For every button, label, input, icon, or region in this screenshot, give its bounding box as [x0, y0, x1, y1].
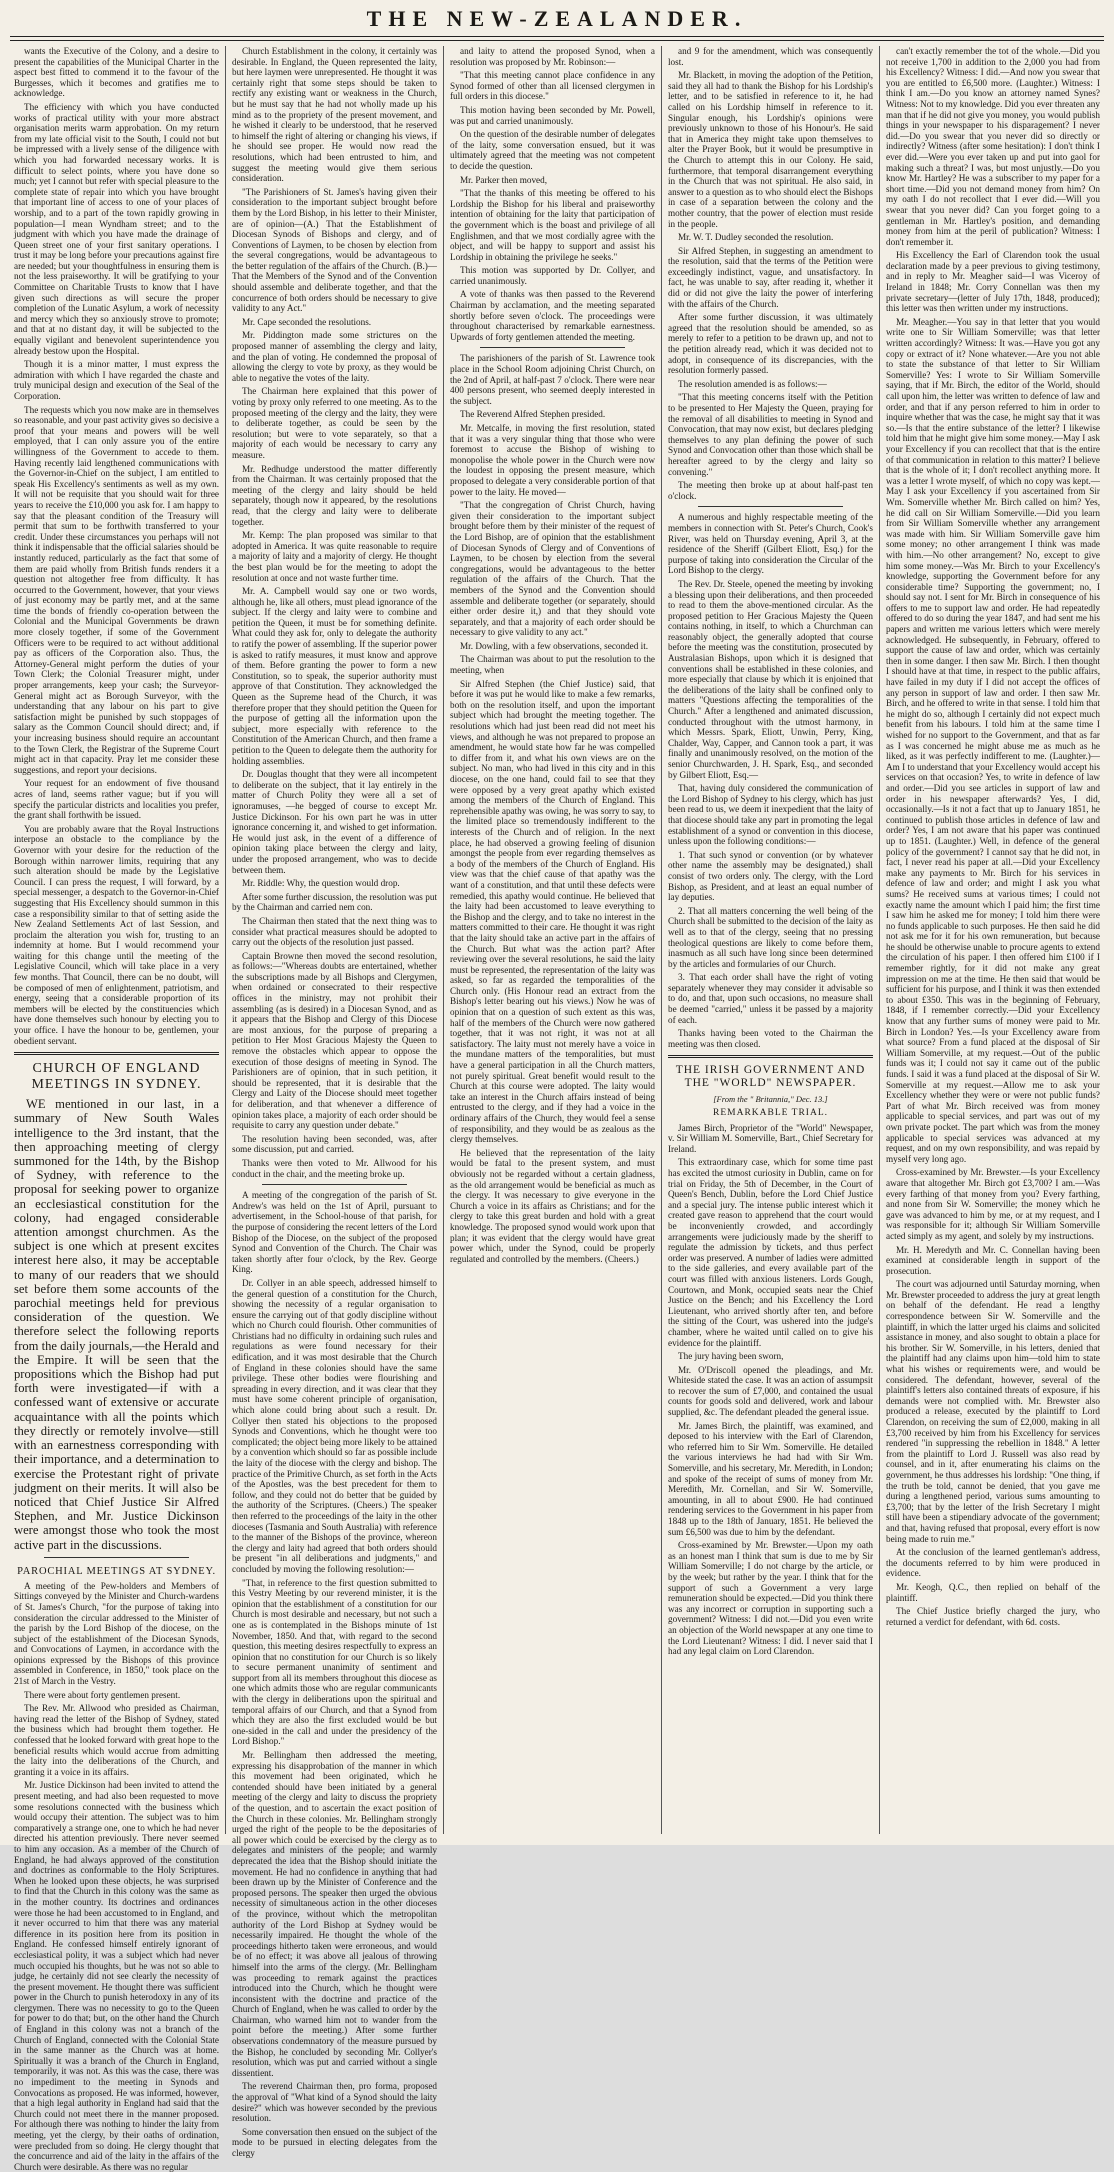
paragraph: "That this meeting cannot place confidence in any Synod formed of other than all licensed clergymen in full orders in this diocese."	[450, 70, 655, 102]
article-heading-irish-government: THE IRISH GOVERNMENT AND THE "WORLD" NEWSPAPER.	[675, 1064, 866, 1090]
paragraph: Though it is a minor matter, I must express the admiration with which I have regarded the chaste and truly municipal design and execution of the Seal of the Corporation.	[14, 359, 219, 401]
paragraph: The Chairman here explained that this power of voting by proxy only referred to one meeting. As to the proposed meeting of the clergy and the laity, they were to deliberate together, as could be seen by the resolution; but were to vote separately, so that a majority of each would be necessary to carry any measure.	[232, 386, 437, 460]
section-rule	[668, 1055, 873, 1056]
paragraph: WE mentioned in our last, in a summary of New South Wales intelligence to the 3rd instant, that the then approaching meeting of clergy summoned for the 14th, by the Bishop of Sydney, with reference to the proposal for seeking power to organize an ecclesiastical constitution for the colony, had engaged considerable attention amongst churchmen. As the subject is one which at present excites interest here also, it may be acceptable to many of our readers that we should set before them some accounts of the parochial meetings held for previous consideration of the question. We therefore select the following reports from the daily journals,—the Herald and the Empire. It will be seen that the propositions which the Bishop had put forth were investigated—if with a confessed want of extensive or accurate acquaintance with all the points which they directly or remotely involve—still with an earnestness corresponding with their importance, and a determination to exercise the Protestant right of private judgment on their merits. It will also be noticed that Chief Justice Sir Alfred Stephen, and Mr. Justice Dickinson were amongst those who took the most active part in the discussions.	[14, 1097, 219, 1552]
paragraph: The efficiency with which you have conducted works of practical utility with your more abstract organisation merits warm approbation. On my return from my late official visit to the South, I could not but be impressed with a lively sense of the diligence with which you had forwarded necessary works. It is difficult to select points, where you have done so much; yet I cannot but refer with special pleasure to the complete state of repair into which you have brought that important line of access to one of your places of worship, and to a part of the town rapidly growing in population—I mean Wyndham street; and to the judgment with which you have made the drainage of Queen street one of your first sanitary operations. I trust it may be long before your precautions against fire are needed; but your thoughtfulness in ensuring them is not the less praiseworthy. It will be gratifying to your Committee on Charitable Trusts to know that I have given such directions as will secure the proper completion of the Lunatic Asylum, a work of necessity and mercy which they so anxiously strove to promote; and that at no distant day, it will be subjected to the equally vigilant and benevolent superintendence you already bestow upon the Hospital.	[14, 101, 219, 356]
paragraph: Mr. Parker then moved,	[460, 174, 548, 185]
col1-body-2	[14, 1581, 219, 2172]
paragraph: This motion was supported by Dr. Collyer, and carried unanimously.	[450, 265, 655, 286]
paragraph: On the question of the desirable number of delegates of the laity, some conversation ensued, but it was ultimately agreed that the meeting was not competent to decide the question.	[450, 129, 655, 171]
paragraph: Your request for an endowment of five thousand acres of land, seems rather vague; but if you will specify the particular districts and localities you prefer, the grant shall forthwith be issued.	[14, 778, 219, 821]
paragraph: Thanks were then voted to Mr. Allwood for his conduct in the chair, and the meeting broke up.	[232, 1157, 437, 1179]
paragraph: Some conversation then ensued on the subject of the mode to be pursued in electing delegates from the clergy	[232, 2126, 437, 2158]
paragraph: A numerous and highly respectable meeting of the members in connection with St. Peter's Church, Cook's River, was held on Thursday evening, April 3, at the residence of the Sheriff (Gilbert Eliott, Esq.) for the purpose of taking into consideration the Circular of the Lord Bishop to the clergy.	[668, 512, 873, 576]
paragraph: Sir Alfred Stephen (the Chief Justice) said, that before it was put he would like to make a few remarks, both on the resolution itself, and upon the important subject which had brought the meeting together. The resolutions which had just been read did not meet his views, and although he was not prepared to propose an amendment, he would state how far he was compelled to differ from it, and what his own views are on the subject. No man, who had lived in this city and in this diocese, on the one hand, could fail to see that they were opposed by a very great apathy which existed among the members of the Church of England. This reprehensible apathy was owing, he was sorry to say, to the limited place so tremendously indifferent to the interests of the Church and of religion. In the next place, he had observed a growing feeling of disunion amongst the people from ever regarding themselves as a body of the members of the Church of England. His view was that the chief cause of that apathy was the want of a constitution, and that until these defects were remedied, this apathy would continue. He believed that the laity had been accustomed to leave everything to the Bishop and the clergy, and to take no interest in the matters committed to their care. He thought it was right that the laity should take an active part in the affairs of the Church. But what was the action part? After reviewing over the several resolutions, he said the laity must be represented, the representation of the laity was asked, so far as regarded the temporalities of the Church only. (His Honour read an extract from the Bishop's letter bearing out his views.) Now he was of opinion that on a question of such extent as this was, half of the members of the Church were now gathered together, that it was not right, it was not at all satisfactory. The laity must not merely have a voice in the mundane matters of the temporalities, but must have a general participation in all the Church matters, not purely spiritual. Great benefit would result to the Church at this course were adopted. The laity would take an interest in the Church affairs instead of being entrusted to the clergy, and if they had a voice in the ordinary affairs of the Church, they would feel a sense of responsibility, and they would be as zealous as the clergy themselves.	[450, 678, 655, 1145]
paragraph: Cross-examined by Mr. Brewster.—Upon my oath as an honest man I think that sum is due to me by Sir William Somerville; I do not charge by the article, or by the week; but rather by the year. I think that for the support of such a Government a very large remuneration should be expected.—Did you think there was any incorrect or corruption in supporting such a government? Witness: I did not.—Did you even write an objection of the World newspaper at any one time to the Lord Lieutenant? Witness: I did. I never said that I had any legal claim on Lord Clarendon.	[668, 1540, 873, 1657]
paragraph: After some further discussion, the resolution was put by the Chairman and carried nem con.	[232, 891, 437, 913]
paragraph: 1. That such synod or convention (or by whatever other name the assembly may be designated,) shall consist of two orders only. The clergy, with the Lord Bishop, as President, and at least an equal number of lay deputies.	[668, 849, 873, 903]
paragraph: Mr. Riddle: Why, the question would drop.	[242, 878, 400, 889]
paragraph: The resolution having been seconded, was, after some discussion, put and carried.	[232, 1133, 437, 1155]
separator	[44, 1557, 189, 1558]
masthead-rule	[10, 36, 1104, 37]
paragraph: The requests which you now make are in themselves so reasonable, and your past activity gives so decisive a proof that your means and powers will be well employed, that I can only assure you of the entire willingness of the Government to accede to them. Having recently laid lengthened communications with the Governor-in-Chief on the subject, I am entitled to speak His Excellency's sentiments as well as my own. It will not be requisite that you should wait for three years to receive the £10,000 you ask for. I am happy to say that the pleasant condition of the Treasury will permit that sum to be forthwith transferred to your credit. Under these circumstances you perhaps will not think it indispensable that the official salaries should be instantly reduced, particularly as the fact that some of them are paid wholly from British funds renders it a question not altogether free from difficulty. It has occurred to the Government, however, that your views of just economy may be partly met, and at the same time the bonds of friendly co-operation between the Colonial and the Municipal Governments be drawn more closely together, if some of the Government Officers were to be required to act without additional pay as officers of the Corporation also. Thus, the Attorney-General might perform the duties of your Town Clerk; the Colonial Treasurer might, under proper arrangements, keep your cash; the Surveyor-General might act as Borough Surveyor, with the understanding that any labour on his part to give satisfaction might be punished by such stoppages of salary as the Common Council should direct; and, if your increasing business should require an accountant to the Town Clerk, the Registrar of the Supreme Court might act in that capacity. Pray let me consider these suggestions, and report your decisions.	[14, 404, 219, 775]
column-1	[14, 46, 219, 2172]
paragraph: Mr. W. T. Dudley seconded the resolution.	[678, 232, 834, 243]
column-divider	[443, 46, 444, 1834]
col3-body	[450, 46, 655, 342]
paragraph: He believed that the representation of the laity would be fatal to the present system, and must obviously not be regarded without a certain gladness, as the old arrangement would be beneficial as much as the clergy. It was necessary to give everyone in the Church a voice in its affairs as Christians; and for the clergy to take this great burden and hold with a great knowledge. The proposed synod would work upon that plan; it was evident that the clergy would have great power which, under the Synod, could be properly regulated and controlled by the members. (Cheers.)	[450, 1147, 655, 1264]
col4-body-3	[668, 1123, 873, 1657]
paragraph: Mr. H. Meredyth and Mr. C. Connellan having been examined at considerable length in support of the prosecution.	[886, 1244, 1100, 1276]
paragraph: Mr. James Birch, the plaintiff, was examined, and deposed to his interview with the Earl of Clarendon, who referred him to Sir Wm. Somerville. He detailed the various interviews he had had with Sir Wm. Somerville, and his secretary, Mr. Meredith, in London; and spoke of the receipt of sums of money from Mr. Meredith, Mr. Cornellan, and Sir W. Somerville, amounting, in all to about £900. He had continued rendering services to the Government in his paper from 1848 up to the 18th of January, 1851. He believed the sum £6,500 was due to him by the defendant.	[668, 1420, 873, 1537]
paragraph: Mr. Meagher.—You say in that letter that you would write one to Sir William Somerville; was that letter written accordingly? Witness: It was.—Have you got any copy or extract of it? None whatever.—Are you not able to state the substance of that letter to Sir William Somerville? Yes: I wrote to Sir William Somerville saying, that if Mr. Birch, the editor of the World, should call upon him, the letter was written to defence of law and order, and that if any person referred to him in order to inquire whether that was the case, he might say that it was so.—Is that the entire substance of the letter? I likewise told him that he might give him some money.—May I ask your Excellency if you can recollect that that is the entire of that communication in relation to this matter? I believe that is the whole of it; I don't recollect anything more. It was a letter I wrote myself, of which no copy was kept.—May I ask your Excellency if you ascertained from Sir Wm. Somerville whether Mr. Birch called on him? Yes, he did call on Sir William Somerville.—Did you learn from Sir William Somerville whether any arrangement was made with him. Sir William Somerville gave him some money; no other arrangement I think was made with him.—No other arrangement? No, except to give him some money.—Was Mr. Birch to your Excellency's knowledge, supporting the Government before for any considerable time? Supporting the government; no, I should say not. I sent for Mr. Birch in consequence of his offers to me to support law and order. He had repeatedly offered to do so during the year 1847, and had sent me his papers and written me various letters which were merely acknowledged. He subsequently, in February, offered to support the cause of law and order, which was certainly then in some danger. I then saw Mr. Birch. I then thought I should have at that time, in respect to the public affairs, have failed in my duty if I did not accept the offices of any person in support of law and order. I then saw Mr. Birch, and he offered to write in that sense. I told him that he might do so, although I certainly did not expect much benefit from his labours. I told him at the same time I wished for no support to the Government, and that as far as I was concerned he might abuse me as much as he liked, as it was perfectly indifferent to me. (Laughter.)—Am I to understand that your Excellency would accept his services on that occasion? Yes, to write in defence of law and order.—Did you see articles in support of law and order in his newspaper afterwards? Yes, I did, occasionally.—Is it not a fact that up to January 1851, he continued to publish those articles in defence of law and order? Yes, I am not aware that his paper was continued up to 1851. (Laughter.) Well, in defence of the general policy of the government? I cannot say that he did not, in fact, I never read his paper at all.—Did your Excellency make any payments to Mr. Birch for his services in defence of law and order; and might I ask you what sums? He received sums at various times; I could not exactly name the amount which I paid him; the first time I saw him he asked me for money; I told him there were no funds applicable to such purposes. He then said he did not ask me for it for his own remuneration, but because he should be otherwise unable to procure agents to extend the circulation of his paper. I then offered him £100 if I remember rightly, for it did not make any great impression on me at the time. He then said that would be sufficient for his purpose, and I think it was then extended to about £350. This was in the beginning of February, 1848, if I remember correctly.—Did your Excellency know that any further sums of money were paid to Mr. Birch in London? Yes.—Is your Excellency aware from what source? From a fund placed at the disposal of Sir William Somerville, at my request.—Out of the public funds was it; I could not say it came out of the public funds. I said it was a fund placed at the disposal of Sir W. Somerville at my request.—Allow me to ask your Excellency whether they were or were not public funds? Part of what Mr. Birch received was from money applicable to special services, and part was out of my own private pocket. The part which was from the money applicable to special services was advanced at my request, and on my own responsibility, and was repaid by myself very long ago.	[886, 316, 1100, 1164]
paragraph: "That the congregation of Christ Church, having given their consideration to the important subject brought before them by their minister of the request of the Lord Bishop, are of opinion that the establishment of Diocesan Synods of Clergy and of Conventions of Laymen, to be chosen by election from the several congregations, would be advantageous to the better regulation of the affairs of the Church. That the members of the Synod and the Convention should assemble and deliberate together (or separately, should either order desire it,) and that they should vote separately, and that a majority of each order should be necessary to give validity to any act."	[450, 500, 655, 638]
paragraph: Mr. Piddington made some strictures on the proposed manner of assembling the clergy and laity, and the plan of voting. He condemned the proposal of allowing the clergy to vote by proxy, as they would be able to negative the votes of the laity.	[232, 330, 437, 383]
paragraph: The court was adjourned until Saturday morning, when Mr. Brewster proceeded to address the jury at great length on behalf of the defendant. He read a lengthy correspondence between Sir W. Somerville and the plaintiff, in which the latter urged his claims and solicited assistance in money, and also sought to obtain a place for his brother. Sir W. Somerville, in his letters, denied that the plaintiff had any claims upon him—told him to state what his wishes or requirements were, and would be considered. The defendant, however, several of the plaintiff's letters also contained threats of exposure, if his demands were not complied with. Mr. Brewster also produced a release, executed by the plaintiff to Lord Clarendon, on receiving the sum of £2,000, making in all £3,700 received by him from his Excellency for services rendered "in suppressing the rebellion in 1848." A letter from the plaintiff to Lord J. Russell was also read by counsel, and in it, after enumerating his claims on the government, he thus addresses his lordship: "One thing, if the truth be told, cannot be denied, that you gave me during a lengthened period, various sums amounting to £3,700; that by the letter of the Irish Secretary I might still have been a stipendiary advocate of the government; and that, having refused that proposal, every effort is now being made to ruin me."	[886, 1279, 1100, 1544]
paragraph: Mr. Dowling, with a few observations, seconded it.	[460, 640, 649, 651]
paragraph: After some further discussion, it was ultimately agreed that the resolution should be amended, so as merely to refer to a petition to be drawn up, and not to the petition already read, which it was decided not to adopt, in consequence of its discrepancies, with the resolution formerly passed.	[668, 312, 873, 376]
paragraph: Mr. Cape seconded the resolutions.	[242, 316, 372, 327]
paragraph: At the conclusion of the learned gentleman's address, the documents referred to by him were produced in evidence.	[886, 1547, 1100, 1579]
paragraph: A meeting of the Pew-holders and Members of Sittings conveyed by the Minister and Church-wardens of St. James's Church, "for the purpose of taking into consideration the circular addressed to the Minister of the parish by the Lord Bishop of the diocese, on the subject of the establishment of the Diocesan Synods, and Convocations of Laymen, in accordance with the opinions expressed by the Bishops of this province assembled in Conference, in 1850," took place on the 21st of March in the Vestry.	[14, 1580, 219, 1687]
paragraph: Dr. Collyer in an able speech, addressed himself to the general question of a constitution for the Church, showing the necessity of a regular organisation to ensure the carrying out of that godly discipline without which no Church could flourish. Other communities of Christians had no difficulty in ordaining such rules and regulations as were found necessary for their edification, and it was most desirable that the Church of England in these colonies should have the same privilege. These other bodies were flourishing and spreading in every direction, and it was clear that they must have some coherent principle of organisation, which alone could bring about such a result. Dr. Collyer then stated his objections to the proposed Synods and Conventions, which he thought were too complicated; the object being more likely to be attained by a convention which should so far as possible include the laity of the diocese with the clergy and bishop. The practice of the Primitive Church, as set forth in the Acts of the Apostles, was the best precedent for them to follow, and they could not do better that be guided by the authority of the Scriptures. (Cheers.) The speaker then referred to the proceedings of the laity in the other dioceses (Tasmania and South Australia) with reference to the manner of the Bishops of the province, whereon the clergy and laity had agreed that both orders should be present "in all deliberations and judgments," and concluded by moving the following resolution:—	[232, 1277, 437, 1574]
paragraph: Dr. Douglas thought that they were all incompetent to deliberate on the subject, that it lay entirely in the matter of Church Polity they were all a set of ignoramuses, —he begged of course to except Mr. Justice Dickinson. For his own part he was in utter ignorance concerning it, and wished to get information. He would just ask, in the event of a difference of opinion taking place between the clergy and laity, under the proposed arrangement, who was to decide between them.	[232, 769, 437, 875]
col2-body	[232, 46, 437, 1179]
separator	[480, 347, 625, 348]
paragraph: The Chief Justice briefly charged the jury, who returned a verdict for defendant, with 6d. costs.	[886, 1606, 1100, 1627]
paragraph: Mr. Redhudge understood the matter differently from the Chairman. It was certainly proposed that the meeting of the clergy and laity should be held separately, though now it appeared, by the resolutions read, that the clergy and laity were to deliberate together.	[232, 463, 437, 527]
paragraph: Cross-examined by Mr. Brewster.—Is your Excellency aware that altogether Mr. Birch got £3,700? I am.—Was every farthing of that money from you? Every farthing, and none from Sir W. Somerville; the money which he gave was advanced to him by me, or at my request, and I was responsible for it; although Sir William Somerville acted simply as my agent, and solely by my instructions.	[886, 1167, 1100, 1241]
paragraph: "That this meeting concerns itself with the Petition to be presented to Her Majesty the Queen, praying for the removal of all disabilities to meeting in Synod and Convocation, that may now exist, but declares pledging themselves to any plan defining the power of such Synod and Convocation other than those which shall be hereafter agreed to by the clergy and laity so convening."	[668, 392, 873, 477]
paragraph: There were about forty gentlemen present.	[24, 1689, 181, 1700]
article-heading-church-meetings: CHURCH OF ENGLAND MEETINGS IN SYDNEY.	[31, 1061, 202, 1093]
paragraph: 2. That all matters concerning the well being of the Church shall be submitted to the decision of the laity as well as to that of the clergy, seeing that no pressing theological questions are likely to come before them, inasmuch as all such have long since been determined by the articles and formularies of our Church.	[668, 905, 873, 969]
section-rule	[14, 1052, 219, 1053]
paragraph: This extraordinary case, which for some time past has excited the utmost curiosity in Dublin, came on for trial on Friday, the 5th of December, in the Court of Queen's Bench, Dublin, before the Lord Chief Justice and a special jury. The intense public interest which it created gave reason to apprehend that the court would be inconveniently crowded, and accordingly arrangements were judiciously made by the sheriff to regulate the admission by tickets, and thus perfect order was preserved. A number of ladies were admitted to the side galleries, and every available part of the court was filled with anxious listeners. Lords Gough, Courtown, and Monk, occupied seats near the Chief Justice on the Bench; and his Excellency the Lord Lieutenant, who arrived shortly after ten, and before the sitting of the Court, was ushered into the judge's chamber, where he waited until called on to give his evidence for the plaintiff.	[668, 1157, 873, 1348]
paragraph: A meeting of the congregation of the parish of St. Andrew's was held on the 1st of April, pursuant to advertisement, in the School-house of that parish, for the purpose of considering the recent letters of the Lord Bishop of the Diocese, on the subject of the proposed Synod and Convention of the Church. The Chair was taken shortly after four o'clock, by the Rev. George King.	[232, 1190, 437, 1275]
separator	[262, 1184, 407, 1185]
paragraph: Church Establishment in the colony, it certainly was desirable. In England, the Queen represented the laity, but here laymen were unrepresented. He thought it was certainly right that some steps should be taken to rectify any existing want or weakness in the Church, but he must say that he had not wholly made up his mind as to the propriety of the present movement, and he wished it clearly to be understood, that he reserved to himself the right of altering or changing his views, if he should see proper. He would now read the resolutions, which had been entrusted to him, and suggest the meeting would give them serious consideration.	[232, 46, 437, 184]
paragraph: 3. That each order shall have the right of voting separately whenever they may consider it advisable so to do, and that, upon such occasions, no measure shall be deemed "carried," unless it be passed by a majority of each.	[668, 972, 873, 1025]
paragraph: The Chairman then stated that the next thing was to consider what practical measures should be adopted to carry out the objects of the resolution just passed.	[232, 915, 437, 948]
paragraph: and 9 for the amendment, which was consequently lost.	[668, 46, 873, 67]
col3-body-3	[450, 1148, 655, 1265]
col4-body-2	[668, 512, 873, 1049]
paragraph: "That the thanks of this meeting be offered to his Lordship the Bishop for his liberal and praiseworthy intention of obtaining for the laity that participation of the government which is the boast and privilege of all Englishmen, and that we most cordially agree with the object, and will be happy to support and assist his Lordship in obtaining the privilege he seeks."	[450, 188, 655, 262]
column-3	[450, 46, 655, 1834]
subheading-remarkable-trial: REMARKABLE TRIAL.	[713, 1108, 828, 1119]
paragraph: The jury having been sworn,	[678, 1351, 784, 1362]
paragraph: A vote of thanks was then passed to the Reverend Chairman by acclamation, and the meeting separated shortly before seven o'clock. The proceedings were throughout characterised by remarkable earnestness. Upwards of forty gentlemen attended the meeting.	[450, 289, 655, 342]
paragraph: That, having duly considered the communication of the Lord Bishop of Sydney to his clergy, which has just been read to us, we deem it inexpedient that the laity of that diocese should take any part in promoting the legal establishment of a synod or convention in this diocese, unless upon the following conditions:—	[668, 783, 873, 847]
paragraph: Mr. Bellingham then addressed the meeting, expressing his disapprobation of the manner in which this movement had been originated, which he contended should have been initiated by a general meeting of the clergy and laity to discuss the propriety of the question, and to ascertain the exact position of the Church in these colonies. Mr. Bellingham strongly urged the right of the people to be the depositaries of all power which could be exercised by the clergy as to delegates and ministers of the people; and warmly deprecated the idea that the Bishop should initiate the movement. He had no confidence in anything that had been drawn up by the Minister of Conference and the proposed persons. The speaker then urged the obvious necessity of simultaneous action in the other dioceses of the province, without which the metropolitan authority of the Lord Bishop at Sydney would be necessarily impaired. He thought the whole of the proceedings hitherto taken were erroneous, and would be of no effect; it was above all jealous of throwing himself into the arms of the clergy. (Mr. Bellingham was proceeding to remark against the practices introduced into the Church, which he thought were inconsistent with the doctrine and practice of the Church of England, when he was called to order by the Chairman, who warned him not to wander from the point before the meeting.) After some further observations condemnatory of the measure pursued by the Bishop, he concluded by seconding Mr. Collyer's resolution, which was put and carried without a single dissentient.	[232, 1750, 437, 2078]
paragraph: The Chairman was about to put the resolution to the meeting, when	[450, 654, 655, 676]
col4-body	[668, 46, 873, 501]
paragraph: Thanks having been voted to the Chairman the meeting was then closed.	[668, 1028, 873, 1049]
paragraph: Mr. Kemp: The plan proposed was similar to that adopted in America. It was quite reasonable to require a majority of laity and a majority of clergy. He thought the best plan would be for the meeting to adopt the resolution at once and not waste further time.	[232, 530, 437, 583]
col5-body	[886, 46, 1100, 1627]
article-source-line: [From the " Britannia," Dec. 13.]	[713, 1094, 828, 1105]
paragraph: and laity to attend the proposed Synod, when a resolution was proposed by Mr. Robinson:—	[450, 46, 655, 67]
col3-body-2	[450, 353, 655, 1144]
masthead-title: THE NEW-ZEALANDER.	[366, 6, 748, 31]
section-rule-thin	[668, 1057, 873, 1058]
paragraph: "The Parishioners of St. James's having given their consideration to the important subject brought before them by the Lord Bishop, in his letter to their Minister, are of opinion—(A.) That the Establishment of Diocesan Synods of Bishops and clergy, and of Conventions of Laymen, to be chosen by election from the several congregations, would be advantageous to the better regulation of the affairs of the Church. (B.)—That the Members of the Synod and of the Convention should assemble and deliberate together, and that the concurrence of both orders should be necessary to give validity to any Act."	[232, 186, 437, 314]
paragraph: The parishioners of the parish of St. Lawrence took place in the School Room adjoining Christ Church, on the 2nd of April, at half-past 7 o'clock. There were near 400 persons present, who seemed deeply interested in the subject.	[450, 353, 655, 406]
paragraph: Mr. O'Driscoll opened the pleadings, and Mr. Whiteside stated the case. It was an action of assumpsit to recover the sum of £7,000, and contained the usual counts for goods sold and delivered, work and labour supplied, &c. The defendant pleaded the general issue.	[668, 1364, 873, 1418]
paragraph: You are probably aware that the Royal Instructions interpose an obstacle to the compliance by the Governor with your desire for the reduction of the Borough within narrower limits, requiring that any such alteration should be made by the Legislative Council. I can press the request, I will forward, by a special messenger, a despatch to the Governor-in-Chief suggesting that His Excellency should summon in this case a responsibility similar to that of setting aside the New Zealand Settlements Act of last Session, and proclaim the alteration you wish for, trusting to an indemnity at home. But I would recommend your waiting for this change until the meeting of the Legislative Council, which will take place in a very few months. That Council, there can be no doubt, will be composed of men of enlightenment, patriotism, and energy, seeing that a considerable proportion of its members will be elected by the constituencies which have done themselves such honour by electing you to your office. I have the honour to be, gentlemen, your obedient servant.	[14, 823, 219, 1046]
paragraph: Mr. Blackett, in moving the adoption of the Petition, said they all had to thank the Bishop for his Lordship's letter, and to be satisfied in reference to it, he had called on his Lordship himself in reference to it. Singular enough, his Lordship's opinions were previously unknown to those of his Honour's. He said that in America they might take upon themselves to alter the Prayer Book, but it would be presumptive in the Church to attempt this in our Colony. He said, furthermore, that temporal disarrangement everything in the Church that was not spiritual. He also said, in answer to a question as to who should elect the Bishops in case of a separation between the colony and the mother country, that the power of election must reside in the people.	[668, 70, 873, 229]
paragraph: Mr. Justice Dickinson had been invited to attend the present meeting, and had also been requested to move some resolutions connected with the business which would occupy their attention. The subject was to him comparatively a strange one, one to which he had never directed his attention previously. There never seemed to him any occasion. As a member of the Church of England, he had always approved of the constitution and doctrines as conformable to the Holy Scriptures. When he looked upon these objects, he was surprised to find that the Church in this colony was the same as in the mother country. Its doctrines and ordinances were those he had been accustomed to in England, and it never occurred to him that there was any material difference in its position here from its position in England. He confessed himself entirely ignorant of ecclesiastical polity, it was a subject which had never much occupied his thoughts, but he was not so able to judge, he certainly did not see clearly the necessity of the present movement. He thought there was sufficient power in the Church to punish heterodoxy in any of its clergymen. There was no necessity to go to the Queen for power to do that; but, on the other hand the Church of England in this colony was not a branch of the Church of England, connected with the Colonial State in the same manner as the Church was at home. Spiritually it was a branch of the Church in England, temporarily, it was not. As this was the case, there was no impediment to the meeting in Synods and Convocations as proposed. He was informed, however, that a high legal authority in England had said that the Church could not meet there in the manner proposed. For although there was nothing to hinder the laity from meeting, yet the clergy, by their oaths of ordination, were precluded from so doing. He clergy thought that the concurrence and aid of the laity in the affairs of the Church were desirable. As there was no regular	[14, 1780, 219, 2172]
column-4	[668, 46, 873, 1834]
paragraph: Mr. A. Campbell would say one or two words, although he, like all others, must plead ignorance of the subject. If the clergy and laity were to combine and petition the Queen, it must be for something definite. What could they ask for, only to delegate the authority to ratify the power of assembling. If the superior power is asked to ratify measures, it must know and approve of them. Before granting the power to form a new Constitution, so to speak, the superior authority must approve of that Constitution. They acknowledged the Queen as the Supreme head of the Church, it was therefore proper that they should petition the Queen for the purpose of getting all the information upon the subject, more especially with reference to the Constitution of the American Church, and then frame a petition to the Queen to delegate them the authority for holding assemblies.	[232, 586, 437, 766]
column-5	[886, 46, 1100, 1834]
masthead-rule-thin	[10, 40, 1104, 41]
subheading-parochial-meetings: PAROCHIAL MEETINGS AT SYDNEY.	[17, 1565, 216, 1577]
col2-body-2	[232, 1190, 437, 2158]
paragraph: wants the Executive of the Colony, and a desire to present the capabilities of the Municipal Charter in the aspect best fitted to commend it to the favour of the Burgesses, which it becomes and gratifies me to acknowledge.	[14, 46, 219, 99]
paragraph: Mr. Keogh, Q.C., then replied on behalf of the plaintiff.	[886, 1581, 1100, 1603]
section-rule-thin	[14, 1054, 219, 1055]
article-lead	[14, 1097, 219, 1552]
column-divider	[879, 46, 880, 1834]
col1-body	[14, 46, 219, 1046]
paragraph: The resolution amended is as follows:—	[678, 378, 827, 389]
paragraph: "That, in reference to the first question submitted to this Vestry Meeting by our reverend minister, it is the opinion that the establishment of a constitution for our Church is most desirable and necessary, but not such a one as is contemplated in the Bishops minute of 1st November, 1850. And that, with regard to the second question, this meeting desires respectfully to express an opinion that no constitution for our Church is so likely to secure permanent unanimity of sentiment and support from all its members throughout this diocese as one which admits those who are regular communicants with the clergy in deliberations upon the spiritual and temporal affairs of our Church, and that a Synod from which they are also the first excluded would be but one-sided in the call and under the presidency of the Lord Bishop."	[232, 1577, 437, 1747]
paragraph: This motion having been seconded by Mr. Powell, was put and carried unanimously.	[450, 104, 655, 126]
paragraph: can't exactly remember the tot of the whole.—Did you not receive 1,700 in addition to the 2,000 you had from his Excellency? Witness: I did.—And now you swear that you are entitled to £6,500 more. (Laughter.) Witness: I think I am.—Do you know an attorney named Synes? Witness: Not to my knowledge. Did you ever threaten any man that if he did not give you money, you would publish things in your newspaper to his disparagement? I never did.—Do you swear that you never did so directly or indirectly? Witness (after some hesitation): I don't think I ever did.—Were you ever taken up and put into gaol for making such a threat? I was, but most unjustly.—Do you know Mr. Hartley? He was a subscriber to my paper for a short time.—Did you not demand money from him? On my oath I do not recollect that I ever did.—Will you swear that you never did? Can you forget going to a gentleman in Mr. Hartley's position, and demanding money from him at the peril of publication? Witness: I don't remember it.	[886, 46, 1100, 247]
separator	[698, 506, 843, 507]
paragraph: Captain Browne then moved the second resolution, as follows:—"Whereas doubts are entertained, whether the subscriptions made by all Bishops and Clergymen, when ordained or consecrated to their respective offices in the ministry, may not prohibit their assembling (as is desired) in a Diocesan Synod, and as it appears that the Bishop and Clergy of this Diocese are most anxious, for the purpose of preparing a petition to Her Most Gracious Majesty the Queen to remove the obstacles which appear to oppose the execution of those designs of meeting in Synod. The Parishioners are of opinion, that in such petition, it should be represented, that it is desirable that the Clergy and Laity of the Diocese should meet together for deliberation, and that whenever a difference of opinion takes place, a majority of each order should be requisite to carry any question under debate."	[232, 950, 437, 1131]
paragraph: Mr. Metcalfe, in moving the first resolution, stated that it was a very singular thing that those who were foremost to accuse the Bishop of wishing to monopolise the whole power in the Church were now the loudest in opposing the present measure, which proposed to delegate a very considerable portion of that power to the laity. He moved—	[450, 423, 655, 497]
paragraph: The Rev. Mr. Allwood who presided as Chairman, having read the letter of the Bishop of Sydney, stated the business which had brought them together. He confessed that he looked forward with great hope to the beneficial results which would accrue from admitting the laity into the deliberations of the Church, and granting it a voice in its affairs.	[14, 1703, 219, 1777]
paragraph: James Birch, Proprietor of the "World" Newspaper, v. Sir William M. Somerville, Bart., Chief Secretary for Ireland.	[668, 1122, 873, 1154]
paragraph: Sir Alfred Stephen, in suggesting an amendment to the resolution, said that the terms of the Petition were exceedingly indistinct, vague, and unsatisfactory. In fact, he was unable to say, after reading it, whether it did or did not give the laity the power of interfering with the affairs of the Church.	[668, 245, 873, 309]
paragraph: The Reverend Alfred Stephen presided.	[460, 409, 606, 420]
column-divider	[225, 46, 226, 1834]
paragraph: The reverend Chairman then, pro forma, proposed the approval of "What kind of a Synod should the laity desire?" which was however seconded by the previous resolution.	[232, 2081, 437, 2124]
paragraph: His Excellency the Earl of Clarendon took the usual declaration made by a peer previous to giving testimony, and in reply to Mr. Meagher said—I was Viceroy of Ireland in 1848; Mr. Corry Connellan was then my private secretary—(letter of July 17th, 1848, produced); this letter was then written under my instructions.	[886, 250, 1100, 314]
paragraph: The Rev. Dr. Steele, opened the meeting by invoking a blessing upon their deliberations, and then proceeded to read to them the above-mentioned circular. As the proposed petition to Her Gracious Majesty the Queen contains nothing, in itself, to which a Churchman can reasonably object, the generally adopted that course before the meeting was the constitution, prosecuted by Australasian Bishops, upon which it is designed that conventions shall be established in these colonies, and more especially that clause by which it is enjoined that the deliberations of the laity shall be confined only to matters "Questions affecting the temporalities of the Church." After a lengthened and animated discussion, conducted throughout with the utmost harmony, in which Messrs. Spark, Eliott, Unwin, Perry, King, Chalder, Way, Capper, and Cannon took a part, it was finally and unanimously resolved, on the motion of the senior Churchwarden, J. H. Spark, Esq., and seconded by Gilbert Eliott, Esq.—	[668, 578, 873, 780]
paragraph: The meeting then broke up at about half-past ten o'clock.	[668, 480, 873, 501]
column-2	[232, 46, 437, 2158]
column-divider	[661, 46, 662, 1834]
